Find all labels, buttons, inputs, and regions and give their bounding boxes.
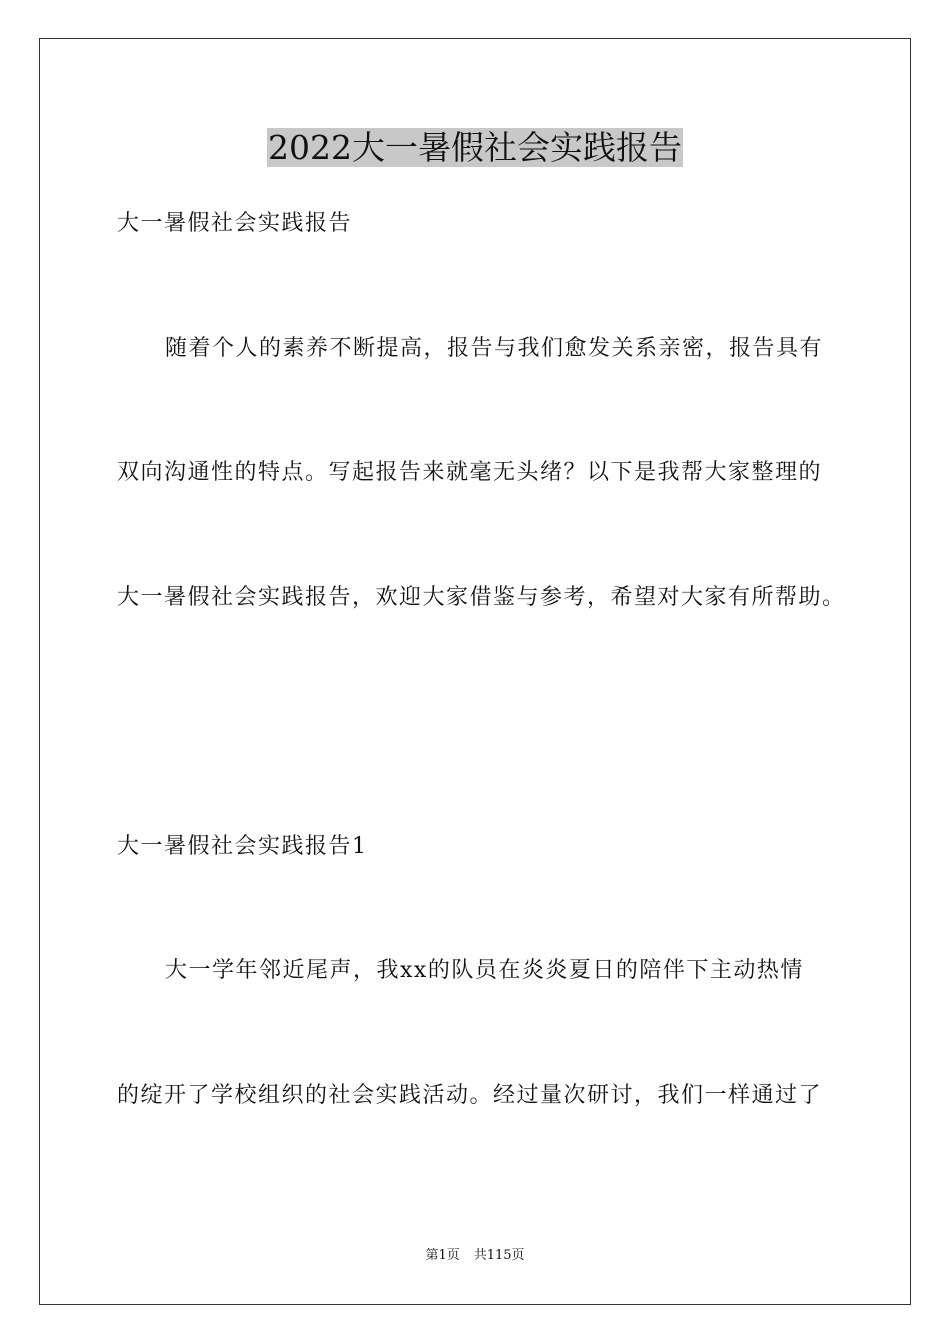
paragraph-line: 随着个人的素养不断提高，报告与我们愈发关系亲密，报告具有 bbox=[165, 336, 824, 361]
paragraph-line: 双向沟通性的特点。写起报告来就毫无头绪？以下是我帮大家整理的 bbox=[117, 460, 823, 485]
page-number: 第1页 bbox=[425, 1248, 460, 1263]
page-footer bbox=[0, 1247, 950, 1265]
document-title bbox=[0, 124, 950, 172]
paragraph-line: 的绽开了学校组织的社会实践活动。经过量次研讨，我们一样通过了 bbox=[117, 1083, 823, 1108]
document-subtitle: 大一暑假社会实践报告 bbox=[117, 211, 353, 236]
section-heading: 大一暑假社会实践报告1 bbox=[117, 834, 368, 859]
paragraph-line: 大一学年邻近尾声，我xx的队员在炎炎夏日的陪伴下主动热情 bbox=[165, 958, 804, 983]
total-pages: 共115页 bbox=[473, 1248, 525, 1263]
document-title-text: 2022大一暑假社会实践报告 bbox=[268, 128, 682, 167]
paragraph-line: 大一暑假社会实践报告，欢迎大家借鉴与参考，希望对大家有所帮助。 bbox=[117, 585, 846, 610]
